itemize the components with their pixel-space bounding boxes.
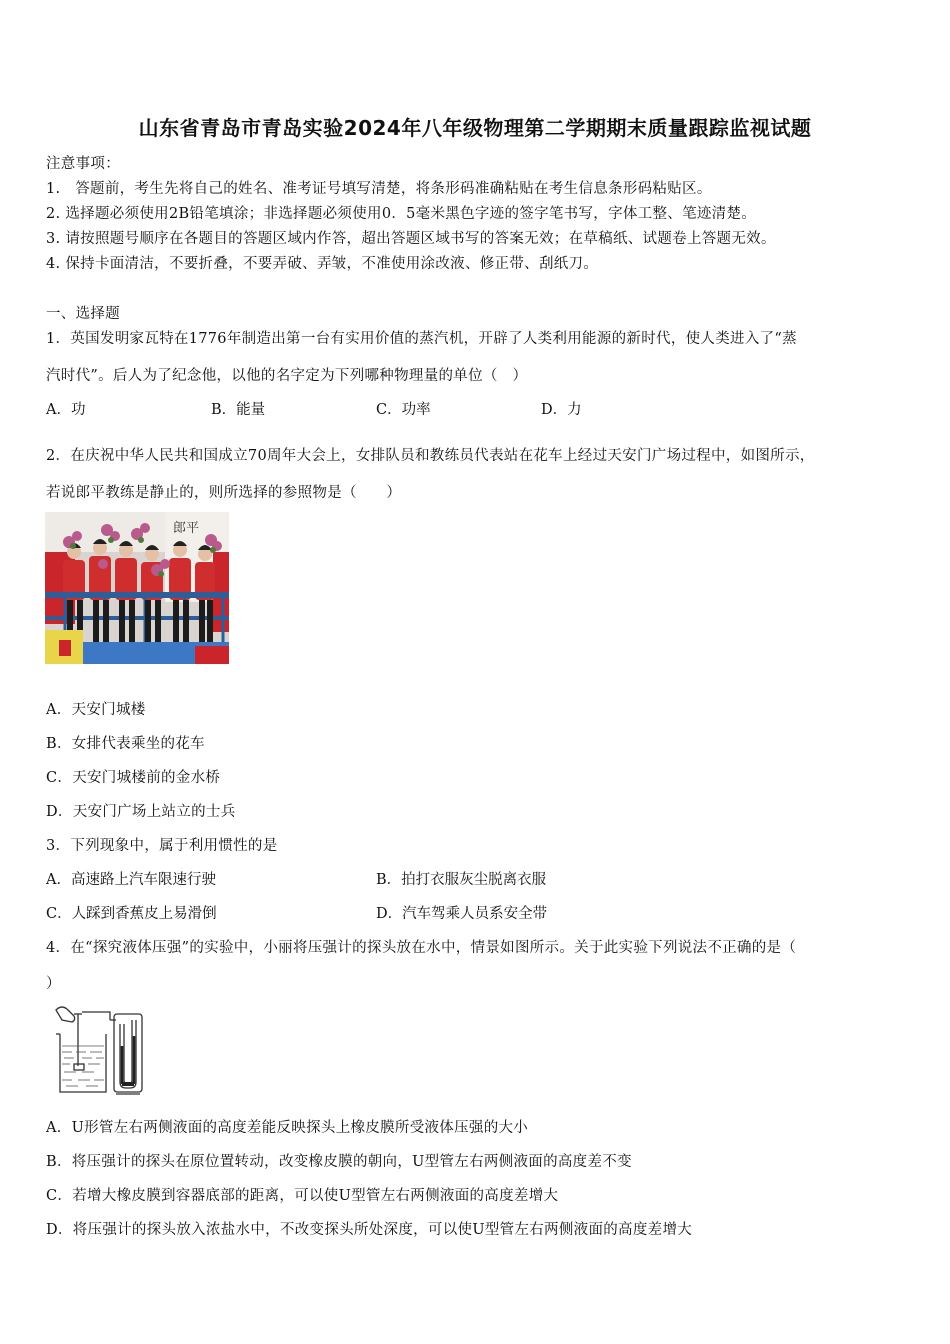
q3-option-b: B．拍打衣服灰尘脱离衣服 (376, 872, 547, 888)
q1-option-a: A．功 (46, 402, 86, 418)
volleyball-team-photo (45, 512, 229, 664)
section-heading: 一、选择题 (46, 306, 120, 322)
q2-option-d: D．天安门广场上站立的士兵 (46, 804, 236, 820)
q1-stem-line1: 1．英国发明家瓦特在1776年制造出第一台有实用价值的蒸汽机，开辟了人类利用能源的新时代，使人类进入了“蒸 (46, 331, 797, 347)
q4-stem-line2: ） (46, 976, 61, 992)
note-item-2: 2. 选择题必须使用2B铅笔填涂；非选择题必须使用0．5毫米黑色字迹的签字笔书写，字体工整、笔迹清楚。 (46, 206, 757, 222)
q3-option-c: C．人踩到香蕉皮上易滑倒 (46, 906, 217, 922)
q1-stem-line2: 汽时代”。后人为了纪念他，以他的名字定为下列哪种物理量的单位（ ） (46, 368, 528, 384)
q2-option-b: B．女排代表乘坐的花车 (46, 736, 205, 752)
q2-option-a: A．天安门城楼 (46, 702, 146, 718)
q1-option-b: B．能量 (211, 402, 266, 418)
q4-stem-line1: 4．在“探究液体压强”的实验中，小丽将压强计的探头放在水中，情景如图所示。关于此实验下列说法不正确的是（ (46, 940, 797, 956)
q2-stem-line1: 2．在庆祝中华人民共和国成立70周年大会上，女排队员和教练员代表站在花车上经过天安门广场过程中，如图所示， (46, 448, 815, 464)
q4-option-b: B．将压强计的探头在原位置转动，改变橡皮膜的朝向，U型管左右两侧液面的高度差不变 (46, 1154, 632, 1170)
note-item-1: 1. 答题前，考生先将自己的姓名、准考证号填写清楚，将条形码准确粘贴在考生信息条形码粘贴区。 (46, 181, 712, 197)
q4-option-d: D．将压强计的探头放入浓盐水中，不改变探头所处深度，可以使U型管左右两侧液面的高度差增大 (46, 1222, 693, 1238)
pressure-gauge-diagram (52, 1000, 148, 1098)
q2-stem-line2: 若说郎平教练是静止的，则所选择的参照物是（ ） (46, 485, 402, 501)
q4-option-c: C．若增大橡皮膜到容器底部的距离，可以使U型管左右两侧液面的高度差增大 (46, 1188, 559, 1204)
q4-option-a: A．U形管左右两侧液面的高度差能反映探头上橡皮膜所受液体压强的大小 (46, 1120, 529, 1136)
page-title: 山东省青岛市青岛实验2024年八年级物理第二学期期末质量跟踪监视试题 (138, 116, 812, 140)
note-item-4: 4. 保持卡面清洁，不要折叠，不要弄破、弄皱，不准使用涂改液、修正带、刮纸刀。 (46, 256, 599, 272)
q3-option-d: D．汽车驾乘人员系安全带 (376, 906, 548, 922)
photo-caption: 郎平 (173, 521, 200, 536)
q2-option-c: C．天安门城楼前的金水桥 (46, 770, 221, 786)
q1-option-c: C．功率 (376, 402, 431, 418)
q3-stem: 3．下列现象中，属于利用惯性的是 (46, 838, 278, 854)
q3-option-a: A．高速路上汽车限速行驶 (46, 872, 216, 888)
q1-option-d: D．力 (541, 402, 582, 418)
note-item-3: 3. 请按照题号顺序在各题目的答题区域内作答，超出答题区域书写的答案无效；在草稿纸、试题卷上答题无效。 (46, 231, 776, 247)
notes-heading: 注意事项： (46, 156, 120, 172)
